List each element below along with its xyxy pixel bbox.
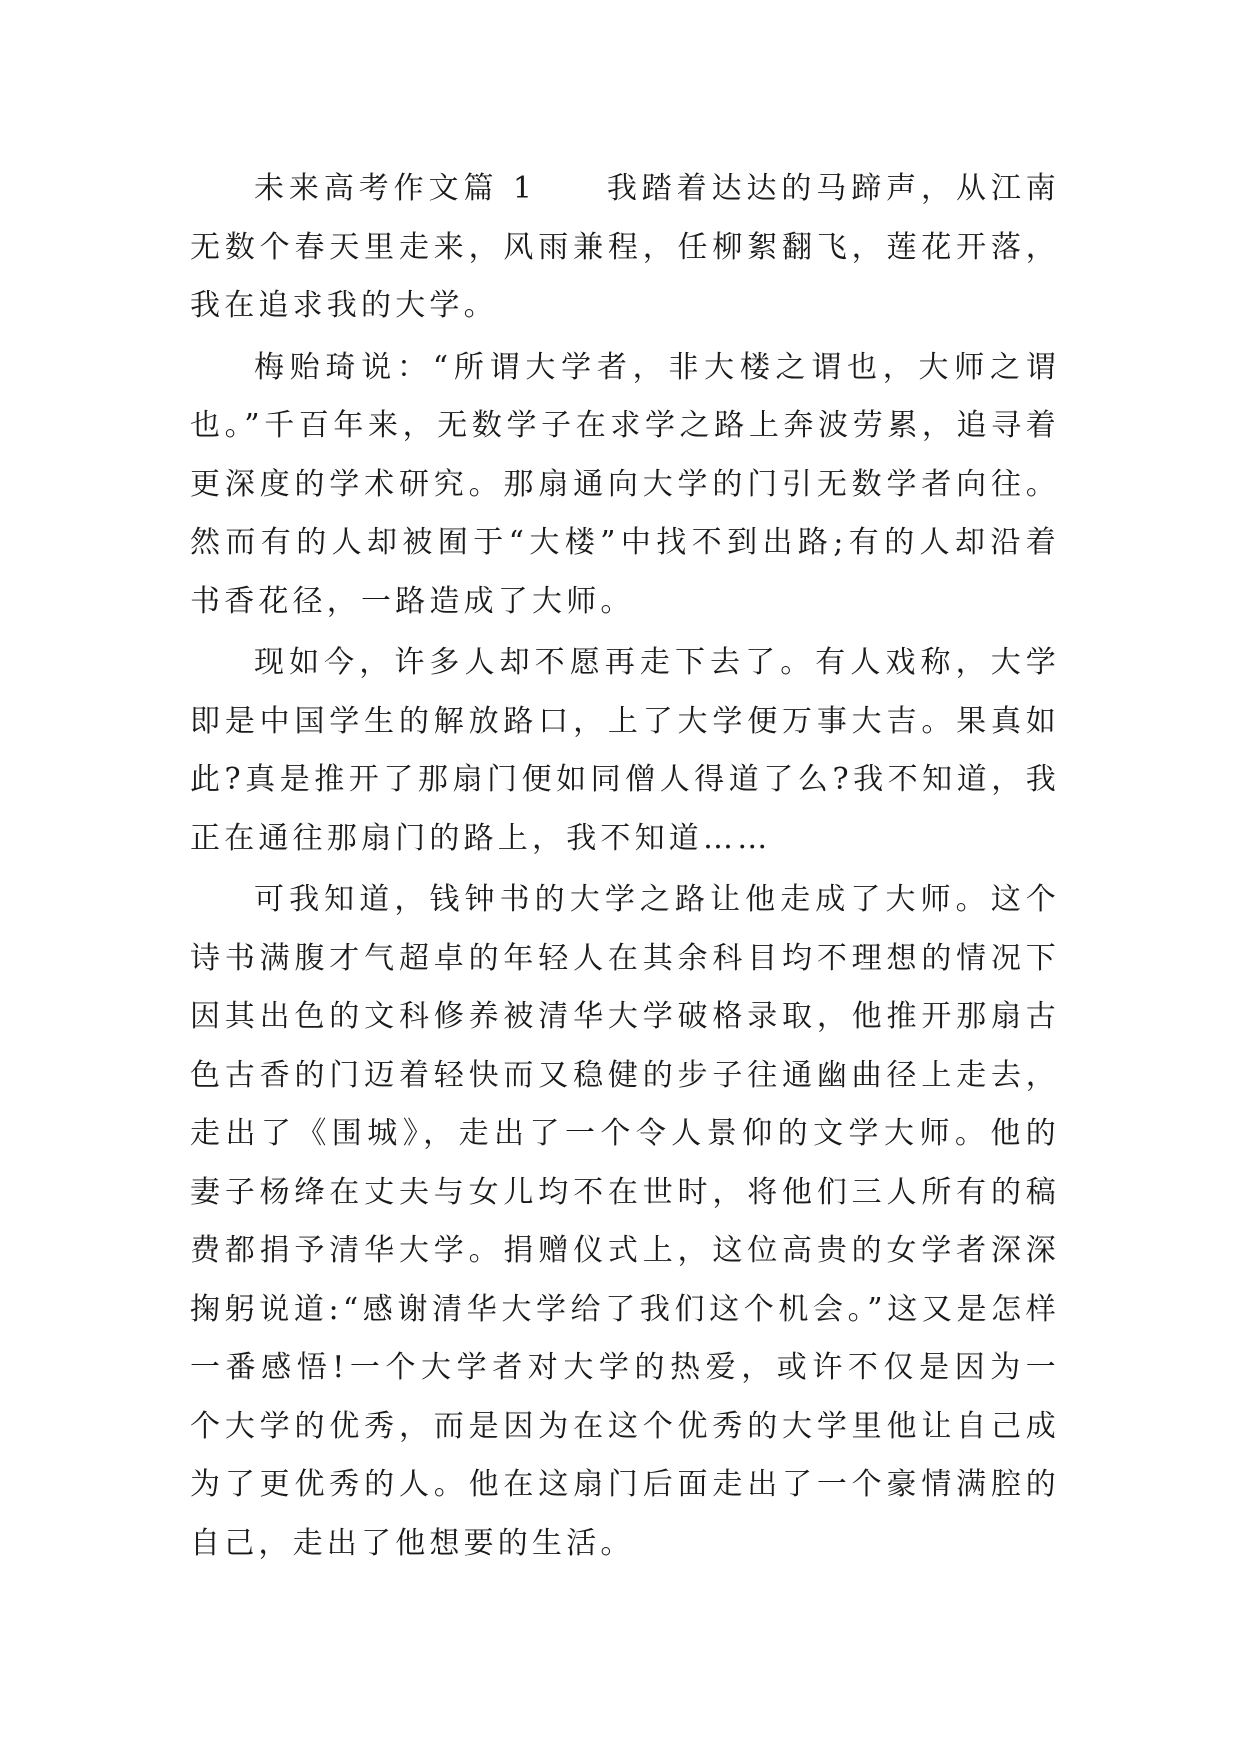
paragraph-intro <box>190 160 1060 336</box>
document-title: 未来高考作文篇 1 <box>254 171 537 206</box>
paragraph-1-text: 我踏着达达的马蹄声，从江南无数个春天里走来，风雨兼程，任柳絮翻飞，莲花开落，我在追求我的大学。 <box>190 171 1060 323</box>
paragraph-3: 现如今，许多人却不愿再走下去了。有人戏称，大学即是中国学生的解放路口，上了大学便万事大吉。果真如此?真是推开了那扇门便如同僧人得道了么?我不知道，我正在通往那扇门的路上，我不知道…… <box>190 645 1060 856</box>
paragraph-2: 梅贻琦说：“所谓大学者，非大楼之谓也，大师之谓也。”千百年来，无数学子在求学之路上奔波劳累，追寻着更深度的学术研究。那扇通向大学的门引无数学者向往。然而有的人却被囿于“大楼”中找不到出路;有的人却沿着书香花径，一路造成了大师。 <box>190 349 1060 619</box>
document-body <box>190 160 1060 1573</box>
paragraph-4: 可我知道，钱钟书的大学之路让他走成了大师。这个诗书满腹才气超卓的年轻人在其余科目均不理想的情况下因其出色的文科修养被清华大学破格录取，他推开那扇古色古香的门迈着轻快而又稳健的步子往通幽曲径上走去，走出了《围城》，走出了一个令人景仰的文学大师。他的妻子杨绛在丈夫与女儿均不在世时，将他们三人所有的稿费都捐予清华大学。捐赠仪式上，这位高贵的女学者深深掬躬说道:“感谢清华大学给了我们这个机会。”这又是怎样一番感悟!一个大学者对大学的热爱，或许不仅是因为一个大学的优秀，而是因为在这个优秀的大学里他让自己成为了更优秀的人。他在这扇门后面走出了一个豪情满腔的自己，走出了他想要的生活。 <box>190 882 1060 1561</box>
